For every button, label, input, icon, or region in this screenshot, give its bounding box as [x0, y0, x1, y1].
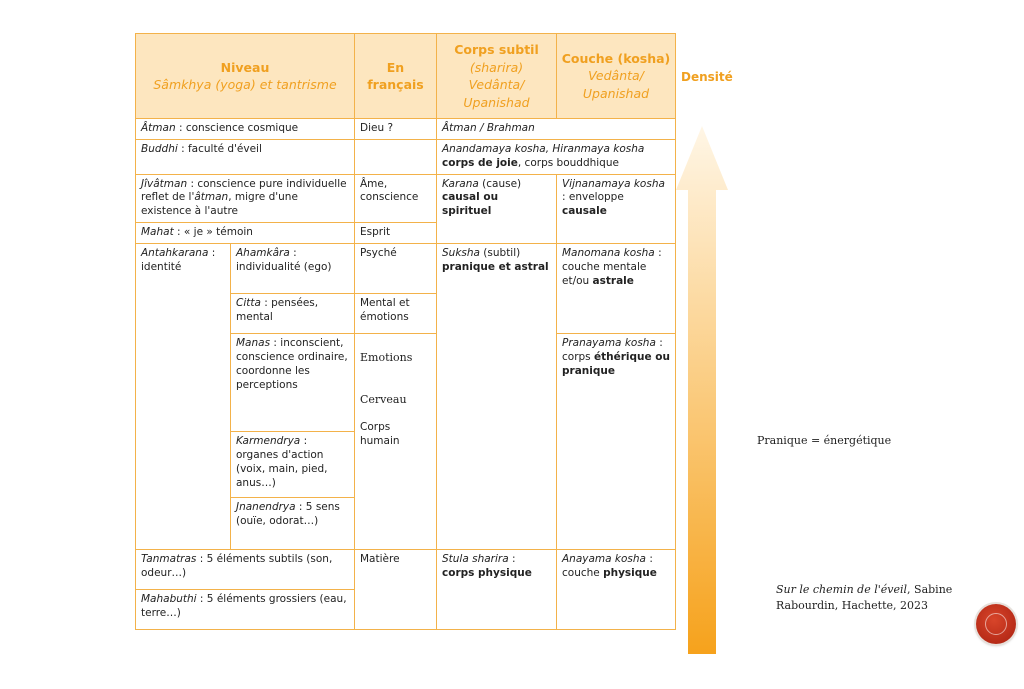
cell-vijnanamaya — [557, 174, 676, 243]
cell-atman-niveau — [136, 119, 355, 140]
cell-stula — [437, 550, 557, 630]
cell-antahkarana — [136, 244, 231, 550]
cell-ahamkara-fr: Psyché — [355, 244, 437, 294]
cell-atman-corps: Âtman / Brahman — [437, 119, 676, 140]
cell-manas — [231, 334, 355, 432]
row-ahamkara — [136, 244, 676, 294]
cell-ahamkara — [231, 244, 355, 294]
fr-corps-humain: Corps humain — [360, 421, 400, 447]
term: Jîvâtman — [141, 177, 188, 190]
text: : couche mentale et/ou — [562, 247, 662, 287]
bold-text: corps de joie — [442, 156, 518, 169]
cell-mahabuthi — [136, 590, 355, 630]
bold-text: causal ou spirituel — [442, 191, 499, 218]
cell-matiere-fr: Matière — [355, 550, 437, 630]
text: : « je » témoin — [173, 226, 253, 239]
citation — [776, 582, 991, 614]
fr-emotions: Emotions — [360, 351, 413, 365]
header-niveau-subtitle: Sâmkhya (yoga) et tantrisme — [153, 77, 337, 92]
text: : faculté d'éveil — [177, 142, 262, 155]
text: : organes d'action (voix, main, pied, anus…) — [236, 435, 328, 489]
text: , corps bouddhique — [517, 156, 619, 169]
header-row — [136, 34, 676, 119]
text: , migre d'une existence à l'autre — [141, 191, 298, 218]
text: : 5 éléments subtils (son, odeur…) — [141, 553, 333, 579]
text: : enveloppe — [562, 191, 624, 204]
text: : 5 éléments grossiers (eau, terre…) — [141, 593, 347, 619]
text: : conscience cosmique — [175, 122, 299, 134]
cell-buddhi-fr — [355, 139, 437, 174]
row-jivatman — [136, 174, 676, 223]
cell-pranayama — [557, 334, 676, 550]
term: Stula sharira — [442, 553, 509, 566]
term: Ahamkâra — [236, 247, 290, 260]
term: Karana — [442, 177, 479, 190]
citation-rest: , Sabine Rabourdin, Hachette, 2023 — [776, 583, 953, 612]
niveaux-table — [135, 33, 676, 630]
text: : identité — [141, 247, 216, 273]
header-corps-subtil — [437, 34, 557, 119]
term: Jnanendrya — [236, 501, 296, 514]
term: Manomana kosha — [562, 247, 655, 260]
term: Mahabuthi — [141, 593, 197, 606]
cell-buddhi-niveau — [136, 139, 355, 174]
bold-text: corps physique — [442, 566, 532, 579]
bold-text: physique — [603, 566, 657, 579]
cell-suksha — [437, 244, 557, 550]
row-tanmatras — [136, 550, 676, 590]
text: : — [508, 553, 516, 566]
text: couche — [562, 566, 604, 579]
term: Pranayama kosha — [562, 337, 656, 350]
density-arrow-icon — [676, 126, 728, 654]
header-corps-title: Corps subtil — [454, 42, 539, 57]
term: Manas — [236, 337, 271, 350]
fr-cerveau: Cerveau — [360, 392, 407, 406]
bold-text: astrale — [592, 274, 634, 287]
term: Buddhi — [141, 142, 178, 155]
text: : 5 sens (ouïe, odorat…) — [236, 501, 340, 527]
pranique-note: Pranique = énergétique — [757, 434, 892, 447]
term: Anayama kosha — [562, 553, 646, 566]
header-couche-subtitle: Vedânta/ Upanishad — [582, 68, 650, 101]
citation-title: Sur le chemin de l'éveil — [776, 583, 908, 596]
slide-badge-icon[interactable] — [976, 604, 1016, 644]
cell-citta — [231, 294, 355, 334]
bold-text: éthérique ou pranique — [562, 350, 670, 377]
header-couche — [557, 34, 676, 119]
text: : inconscient, conscience ordinaire, coordonne les perceptions — [236, 337, 348, 391]
header-corps-sharira: (sharira) — [469, 59, 524, 75]
cell-fr-group — [355, 334, 437, 550]
term: Citta — [236, 297, 261, 310]
densite-label: Densité — [681, 70, 733, 84]
term: Suksha — [442, 247, 480, 260]
cell-citta-fr: Mental et émotions — [355, 294, 437, 334]
cell-jivatman-fr: Âme, conscience — [355, 174, 437, 223]
term: Âtman — [141, 122, 176, 134]
term: âtman — [194, 191, 229, 204]
cell-karana — [437, 174, 557, 243]
header-niveau — [136, 34, 355, 119]
header-corps-subtitle: Vedânta/ Upanishad — [463, 77, 530, 110]
text: : conscience pure individuelle reflet de l' — [141, 177, 347, 204]
term: Karmendrya — [236, 435, 301, 448]
cell-tanmatras — [136, 550, 355, 590]
header-francais: En français — [355, 34, 437, 119]
cell-mahat-niveau — [136, 223, 355, 244]
cell-mahat-fr: Esprit — [355, 223, 437, 244]
cell-atman-fr: Dieu ? — [355, 119, 437, 140]
cell-manomana — [557, 244, 676, 334]
term: Anandamaya kosha, Hiranmaya kosha — [442, 142, 645, 155]
cell-karmendrya — [231, 432, 355, 498]
bold-text: causale — [562, 205, 607, 218]
text: : pensées, mental — [236, 297, 319, 323]
header-couche-title: Couche (kosha) — [561, 50, 671, 66]
term: Mahat — [141, 226, 174, 239]
cell-buddhi-corps — [437, 139, 676, 174]
bold-text: pranique et astral — [442, 260, 549, 273]
text: : — [646, 553, 653, 566]
header-niveau-title: Niveau — [220, 59, 270, 75]
term: Tanmatras — [141, 553, 197, 566]
term: Vijnanamaya kosha — [562, 177, 665, 190]
term: Antahkarana — [141, 247, 209, 260]
row-atman — [136, 119, 676, 140]
text: : individualité (ego) — [236, 247, 332, 273]
cell-anayama — [557, 550, 676, 630]
text: : corps — [562, 337, 663, 363]
text: (subtil) — [479, 247, 521, 260]
text: (cause) — [478, 177, 522, 190]
row-buddhi — [136, 139, 676, 174]
cell-jivatman-niveau — [136, 174, 355, 223]
cell-jnanendrya — [231, 498, 355, 550]
